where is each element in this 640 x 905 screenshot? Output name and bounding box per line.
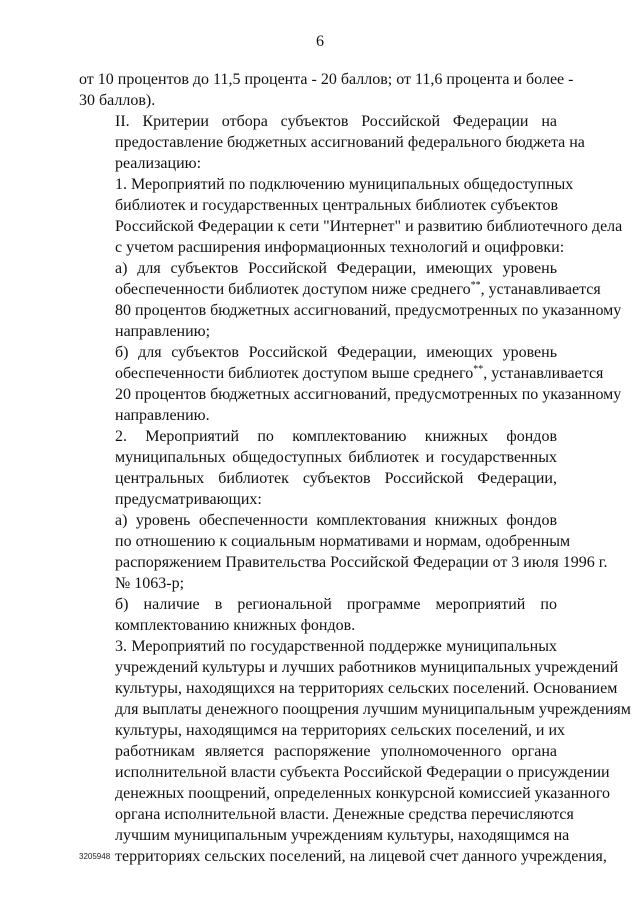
text-line: Российской Федерации к сети "Интернет" и развитию библиотечного дела — [115, 218, 623, 235]
text-line: муниципальных общедоступных библиотек и государственных — [115, 449, 557, 466]
document-body — [79, 69, 631, 867]
text-line — [79, 363, 604, 384]
text-line: 20 процентов бюджетных ассигнований, предусмотренных по указанному — [115, 386, 622, 403]
text-line: б) для субъектов Российской Федерации, имеющих уровень — [115, 344, 557, 361]
text-line: библиотек и государственных центральных библиотек субъектов — [115, 197, 559, 214]
text-line: распоряжением Правительства Российской Федерации от 3 июля 1996 г. — [115, 554, 608, 571]
text-line: исполнительной власти субъекта Российской Федерации о присуждении — [115, 764, 610, 781]
text-line: учреждений культуры и лучших работников муниципальных учреждений — [115, 659, 619, 676]
document-code: 3205948 — [79, 852, 111, 861]
text-fragment: , устанавливается — [480, 281, 601, 298]
text-line: органа исполнительной власти. Денежные средства перечисляются — [115, 806, 574, 823]
text-line: направлению; — [115, 323, 211, 340]
text-line: центральных библиотек субъектов Российской Федерации, — [115, 470, 557, 487]
text-fragment: обеспеченности библиотек доступом выше среднего — [115, 365, 474, 382]
text-line: работникам является распоряжение уполномоченного органа — [115, 743, 557, 760]
text-line: 1. Мероприятий по подключению муниципальных общедоступных — [115, 176, 574, 193]
text-line: территориях сельских поселений, на лицевой счет данного учреждения, — [115, 848, 607, 865]
text-line: № 1063-р; — [115, 575, 185, 592]
text-line: реализацию: — [115, 155, 202, 172]
text-line: б) наличие в региональной программе мероприятий по — [115, 596, 557, 613]
text-fragment: обеспеченности библиотек доступом ниже среднего — [115, 281, 471, 298]
text-fragment: , устанавливается — [483, 365, 604, 382]
text-line: по отношению к социальным нормативами и нормам, одобренным — [115, 533, 571, 550]
paragraph-item-1 — [79, 174, 623, 258]
text-line: II. Критерии отбора субъектов Российской Федерации на — [115, 113, 557, 130]
text-line: для выплаты денежного поощрения лучшим муниципальным учреждениям — [115, 701, 631, 718]
text-line: лучшим муниципальным учреждениям культуры, находящимся на — [115, 827, 570, 844]
text-line: с учетом расширения информационных технологий и оцифровки: — [115, 239, 565, 256]
text-line: комплектованию книжных фондов. — [115, 617, 356, 634]
text-line: предоставление бюджетных ассигнований федерального бюджета на — [115, 134, 585, 151]
footnote-marker: ** — [473, 364, 484, 375]
paragraph-item-1a — [79, 258, 622, 342]
paragraph-section-2-heading — [79, 111, 585, 174]
text-line: 2. Мероприятий по комплектованию книжных фондов — [115, 428, 557, 445]
text-line: денежных поощрений, определенных конкурсной комиссией указанного — [115, 785, 611, 802]
text-line: культуры, находящихся на территориях сельских поселений. Основанием — [115, 680, 618, 697]
text-line: 30 баллов). — [79, 92, 156, 109]
text-line: 80 процентов бюджетных ассигнований, предусмотренных по указанному — [115, 302, 622, 319]
text-line: культуры, находящимся на территориях сельских поселений, и их — [115, 722, 566, 739]
paragraph-item-2b — [79, 594, 557, 636]
footnote-marker: ** — [470, 280, 481, 291]
paragraph-item-1b — [79, 342, 622, 426]
paragraph-continuation — [79, 69, 574, 111]
page-number: 6 — [316, 33, 324, 50]
paragraph-item-3 — [79, 636, 631, 867]
text-line: от 10 процентов до 11,5 процента - 20 баллов; от 11,6 процента и более - — [79, 71, 574, 88]
text-line: а) для субъектов Российской Федерации, имеющих уровень — [115, 260, 557, 277]
text-line: 3. Мероприятий по государственной поддержке муниципальных — [115, 638, 557, 655]
paragraph-item-2a — [79, 510, 608, 594]
text-line — [79, 279, 601, 300]
text-line: а) уровень обеспеченности комплектования книжных фондов — [115, 512, 557, 529]
text-line: направлению. — [115, 407, 210, 424]
text-line: предусматривающих: — [115, 491, 262, 508]
paragraph-item-2 — [79, 426, 557, 510]
